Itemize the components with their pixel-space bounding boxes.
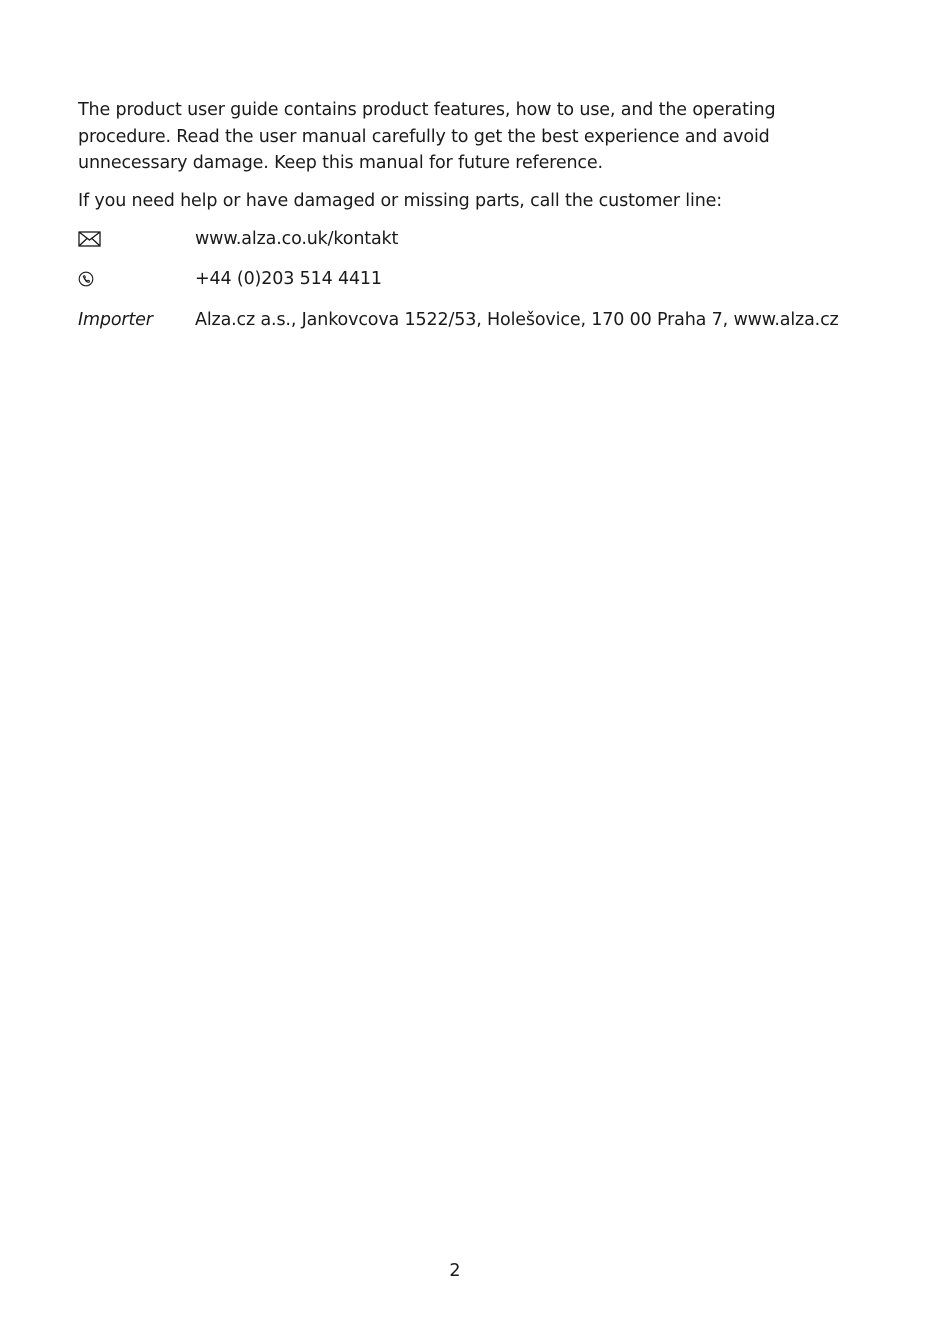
importer-label: Importer (78, 309, 153, 330)
contact-web-row (78, 227, 858, 251)
contact-phone-row (78, 267, 858, 291)
phone-icon (78, 271, 195, 287)
contact-web-link[interactable]: www.alza.co.uk/kontakt (195, 228, 399, 249)
envelope-icon (78, 231, 195, 247)
page-number: 2 (449, 1261, 461, 1281)
importer-address: Alza.cz a.s., Jankovcova 1522/53, Holešovice, 170 00 Praha 7, www.alza.cz (195, 309, 839, 330)
help-paragraph: If you need help or have damaged or missing parts, call the customer line: (78, 190, 723, 211)
contact-phone-number[interactable]: +44 (0)203 514 4411 (195, 269, 382, 289)
intro-paragraph: The product user guide contains product features, how to use, and the operating procedure. Read the user manual carefully to get the best experience and avoid unnecessary damage. Keep this manual for future reference. (78, 100, 776, 173)
page-content (78, 97, 858, 348)
importer-row (78, 308, 858, 332)
